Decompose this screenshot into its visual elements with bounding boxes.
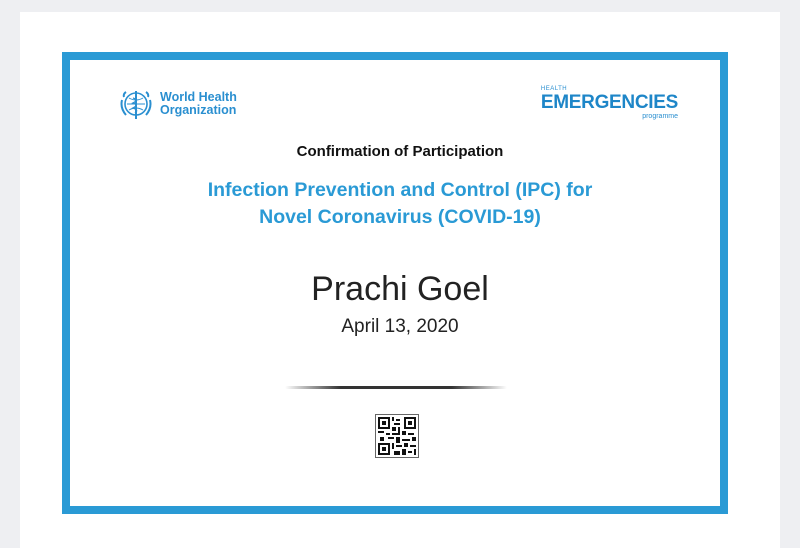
logo-emergencies-text: EMERGENCIES — [540, 92, 678, 113]
completion-date: April 13, 2020 — [341, 316, 459, 337]
course-title-line2: Novel Coronavirus (COVID-19) — [259, 206, 541, 228]
qr-code-graphic — [376, 415, 418, 457]
certificate-heading: Confirmation of Participation — [296, 143, 504, 160]
signature-line — [285, 386, 507, 389]
who-emblem-icon — [118, 86, 154, 122]
who-logo — [118, 86, 237, 122]
qr-code-icon — [375, 414, 419, 458]
course-title-line1: Infection Prevention and Control (IPC) for — [207, 179, 593, 201]
course-title — [0, 177, 800, 231]
logo-programme-text: programme — [642, 113, 678, 120]
participant-name: Prachi Goel — [311, 270, 489, 308]
logo-health-text: HEALTH — [540, 86, 568, 92]
health-emergencies-logo — [541, 86, 678, 120]
who-line1: World Health — [160, 90, 237, 104]
who-line2: Organization — [160, 103, 237, 117]
who-wordmark — [160, 91, 237, 117]
